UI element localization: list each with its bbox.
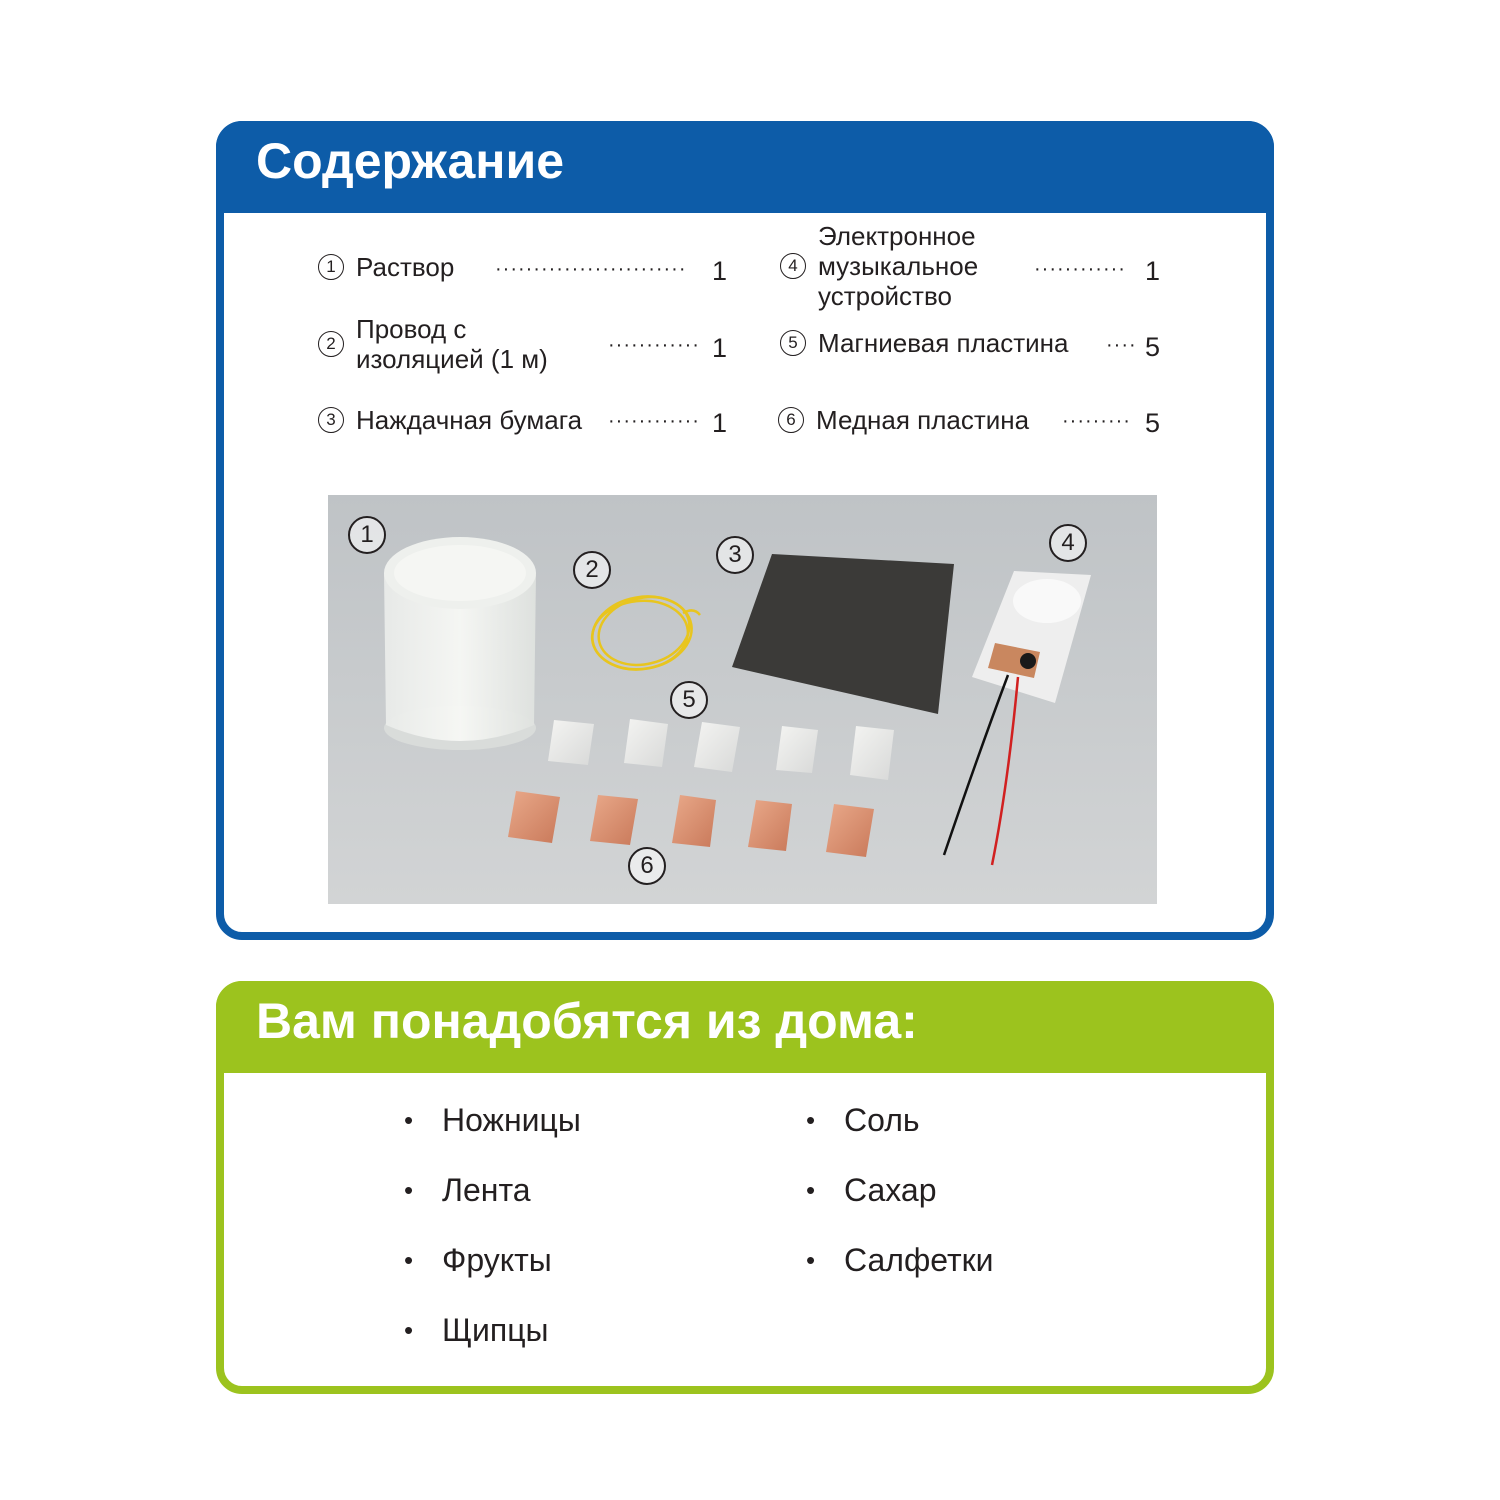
item-number: 1 bbox=[318, 254, 344, 280]
item-label: Наждачная бумага bbox=[356, 405, 583, 435]
photo-label-1: 1 bbox=[348, 516, 386, 554]
home-item-napkins bbox=[806, 1242, 994, 1279]
solution-cup bbox=[384, 537, 536, 750]
home-item-label: Ножницы bbox=[442, 1102, 581, 1138]
photo-label-3: 3 bbox=[716, 536, 754, 574]
contents-item-4 bbox=[780, 221, 1020, 311]
photo-label-5: 5 bbox=[670, 681, 708, 719]
item-quantity: 1 bbox=[712, 333, 728, 363]
home-item-label: Салфетки bbox=[844, 1242, 994, 1278]
home-item-fruits bbox=[404, 1242, 552, 1279]
home-item-tape bbox=[404, 1172, 531, 1209]
home-item-label: Щипцы bbox=[442, 1312, 549, 1348]
item-quantity: 1 bbox=[712, 408, 728, 438]
photo-label-6: 6 bbox=[628, 847, 666, 885]
home-item-label: Фрукты bbox=[442, 1242, 552, 1278]
item-dots: ············ bbox=[608, 410, 700, 432]
home-items-panel bbox=[216, 981, 1274, 1394]
contents-item-2 bbox=[318, 314, 578, 374]
home-item-sugar bbox=[806, 1172, 937, 1209]
contents-item-6 bbox=[778, 405, 1029, 435]
home-items-title: Вам понадобятся из дома: bbox=[216, 981, 1274, 1073]
item-label: Электронное музыкальное устройство bbox=[818, 221, 979, 311]
bullet: • bbox=[404, 1245, 414, 1275]
item-dots: ········· bbox=[1062, 410, 1131, 432]
item-dots: ························· bbox=[495, 258, 687, 280]
home-item-tweezers bbox=[404, 1312, 549, 1349]
item-quantity: 5 bbox=[1145, 332, 1161, 362]
item-number: 4 bbox=[780, 253, 806, 279]
home-item-label: Соль bbox=[844, 1102, 920, 1138]
bullet: • bbox=[404, 1315, 414, 1345]
item-label: Провод с изоляцией (1 м) bbox=[356, 314, 548, 374]
item-number: 3 bbox=[318, 407, 344, 433]
item-dots: ············ bbox=[608, 334, 700, 356]
bullet: • bbox=[806, 1105, 816, 1135]
item-quantity: 5 bbox=[1145, 408, 1161, 438]
home-item-scissors bbox=[404, 1102, 581, 1139]
contents-item-3 bbox=[318, 405, 582, 435]
bullet: • bbox=[404, 1175, 414, 1205]
item-dots: ···· bbox=[1106, 334, 1137, 356]
kit-photo bbox=[328, 495, 1157, 904]
home-item-label: Лента bbox=[442, 1172, 531, 1208]
bullet: • bbox=[806, 1245, 816, 1275]
item-label: Магниевая пластина bbox=[818, 328, 1069, 358]
item-number: 5 bbox=[780, 330, 806, 356]
bullet: • bbox=[404, 1105, 414, 1135]
item-number: 2 bbox=[318, 331, 344, 357]
item-number: 6 bbox=[778, 407, 804, 433]
bullet: • bbox=[806, 1175, 816, 1205]
item-dots: ············ bbox=[1034, 258, 1126, 280]
home-item-salt bbox=[806, 1102, 920, 1139]
photo-label-2: 2 bbox=[573, 551, 611, 589]
item-label: Раствор bbox=[356, 252, 455, 282]
contents-item-5 bbox=[780, 328, 1068, 358]
item-quantity: 1 bbox=[712, 256, 728, 286]
photo-label-4: 4 bbox=[1049, 524, 1087, 562]
contents-item-1 bbox=[318, 252, 454, 282]
contents-title: Содержание bbox=[216, 121, 1274, 213]
item-quantity: 1 bbox=[1145, 256, 1161, 286]
item-label: Медная пластина bbox=[816, 405, 1030, 435]
home-item-label: Сахар bbox=[844, 1172, 937, 1208]
